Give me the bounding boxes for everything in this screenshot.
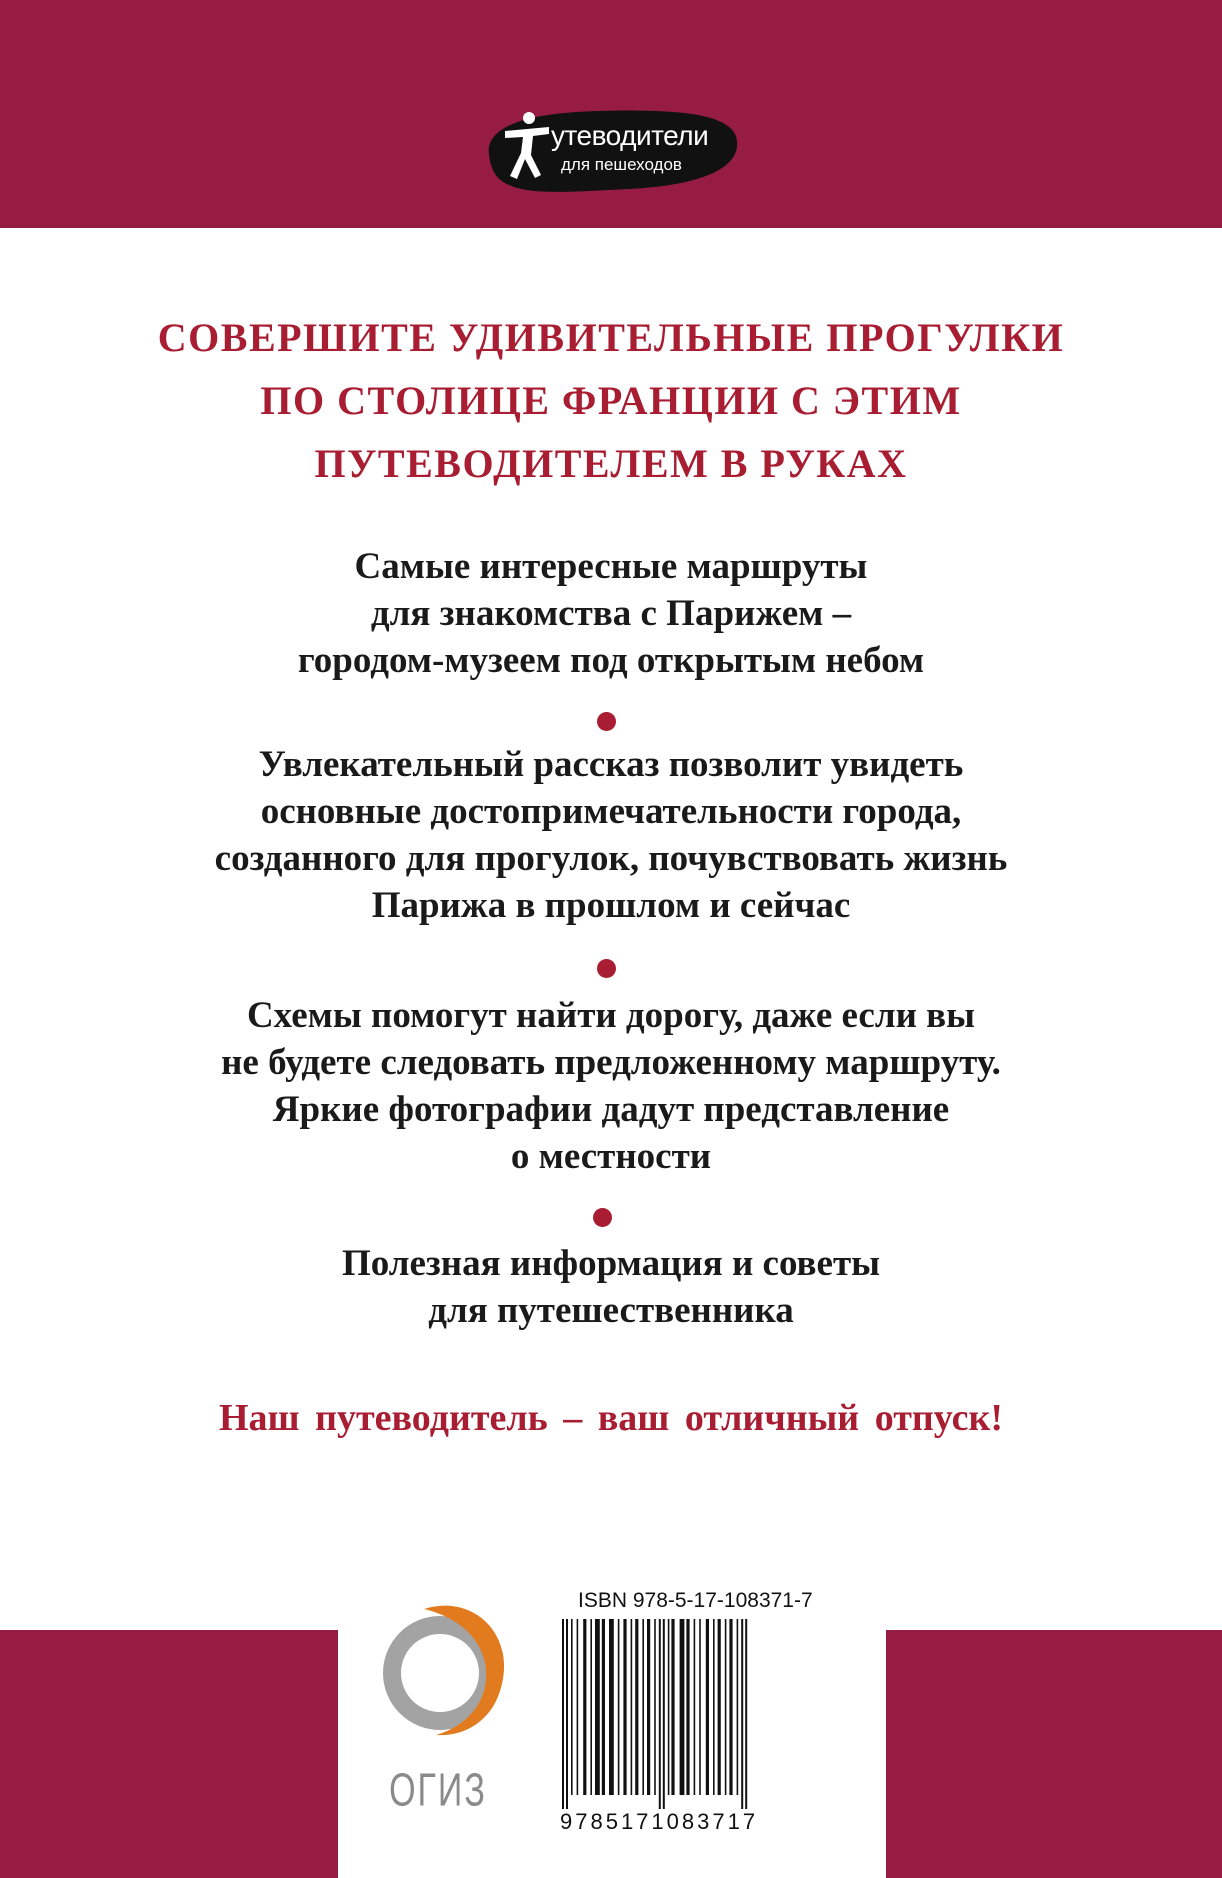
publisher-panel xyxy=(338,1555,886,1878)
barcode-bar xyxy=(571,1619,573,1795)
barcode-bar xyxy=(577,1619,579,1795)
barcode-bar xyxy=(618,1619,620,1795)
bullet-dot xyxy=(597,959,616,978)
bullet-dot xyxy=(597,712,616,731)
slogan: Наш путеводитель – ваш отличный отпуск! xyxy=(218,1397,1004,1439)
barcode-bar xyxy=(602,1619,605,1795)
barcode-bar xyxy=(595,1619,600,1795)
barcode-bar xyxy=(566,1619,568,1809)
headline-line: СОВЕРШИТЕ УДИВИТЕЛЬНЫЕ ПРОГУЛКИ xyxy=(157,315,1065,360)
headline xyxy=(0,306,1222,495)
series-logo-title: утеводители xyxy=(551,120,709,151)
barcode-bar xyxy=(635,1619,638,1795)
feature-line: Увлекательный рассказ позволит увидеть xyxy=(258,744,964,785)
feature-line: Схемы помогут найти дорогу, даже если вы xyxy=(246,995,976,1036)
barcode-bar xyxy=(745,1619,747,1809)
feature-line: городом-музеем под открытым небом xyxy=(297,640,925,681)
publisher-name: ОГИЗ xyxy=(389,1765,487,1817)
feature-routes xyxy=(0,543,1222,684)
feature-line: Яркие фотографии дадут представление xyxy=(272,1089,950,1130)
barcode-bar xyxy=(623,1619,626,1795)
feature-maps xyxy=(0,992,1222,1180)
barcode-bar xyxy=(583,1619,586,1795)
barcode-digits: 9785171083717 xyxy=(560,1809,759,1834)
barcode-bar xyxy=(737,1619,739,1795)
barcode-bar xyxy=(729,1619,732,1795)
barcode-bar xyxy=(609,1619,614,1795)
barcode-bar xyxy=(590,1619,592,1795)
barcode-bar xyxy=(671,1619,674,1795)
headline-line: ПУТЕВОДИТЕЛЕМ В РУКАХ xyxy=(314,441,908,486)
barcode-bar xyxy=(642,1619,644,1795)
barcode xyxy=(558,1619,868,1809)
headline-line: ПО СТОЛИЦЕ ФРАНЦИИ С ЭТИМ xyxy=(260,378,962,423)
barcode-bar xyxy=(631,1619,633,1795)
isbn-label: ISBN 978-5-17-108371-7 xyxy=(578,1589,813,1612)
bullet-dot xyxy=(593,1208,612,1227)
feature-line: о местности xyxy=(510,1136,712,1177)
series-logo xyxy=(479,103,741,199)
barcode-bar xyxy=(647,1619,650,1795)
feature-line: не будете следовать предложенному маршруту. xyxy=(221,1042,1001,1083)
feature-line: для знакомства с Парижем – xyxy=(370,593,852,634)
barcode-bar xyxy=(659,1619,661,1809)
barcode-bar xyxy=(562,1619,564,1809)
barcode-bar xyxy=(668,1619,670,1795)
barcode-bar xyxy=(699,1619,701,1795)
barcode-bar xyxy=(718,1619,721,1795)
barcode-bar xyxy=(654,1619,656,1795)
feature-line: Самые интересные маршруты xyxy=(354,546,868,587)
barcode-bar xyxy=(713,1619,715,1795)
feature-line: для путешественника xyxy=(428,1290,794,1331)
barcode-bar xyxy=(680,1619,685,1795)
barcode-bar xyxy=(663,1619,665,1809)
feature-story xyxy=(0,741,1222,929)
walking-person-icon xyxy=(497,109,557,189)
feature-line: Парижа в прошлом и сейчас xyxy=(371,885,851,926)
series-logo-subtitle: для пешеходов xyxy=(561,155,682,174)
feature-tips xyxy=(0,1240,1222,1334)
ogiz-ring-icon xyxy=(378,1595,518,1755)
feature-line: основные достопримечательности города, xyxy=(260,791,962,832)
feature-line: Полезная информация и советы xyxy=(341,1243,881,1284)
barcode-bar xyxy=(686,1619,689,1795)
feature-line: созданного для прогулок, почувствовать жизнь xyxy=(214,838,1008,879)
barcode-bar xyxy=(706,1619,709,1795)
barcode-bar xyxy=(725,1619,727,1795)
barcode-bar xyxy=(694,1619,696,1795)
barcode-bar xyxy=(741,1619,743,1809)
publisher-logo xyxy=(378,1595,518,1835)
